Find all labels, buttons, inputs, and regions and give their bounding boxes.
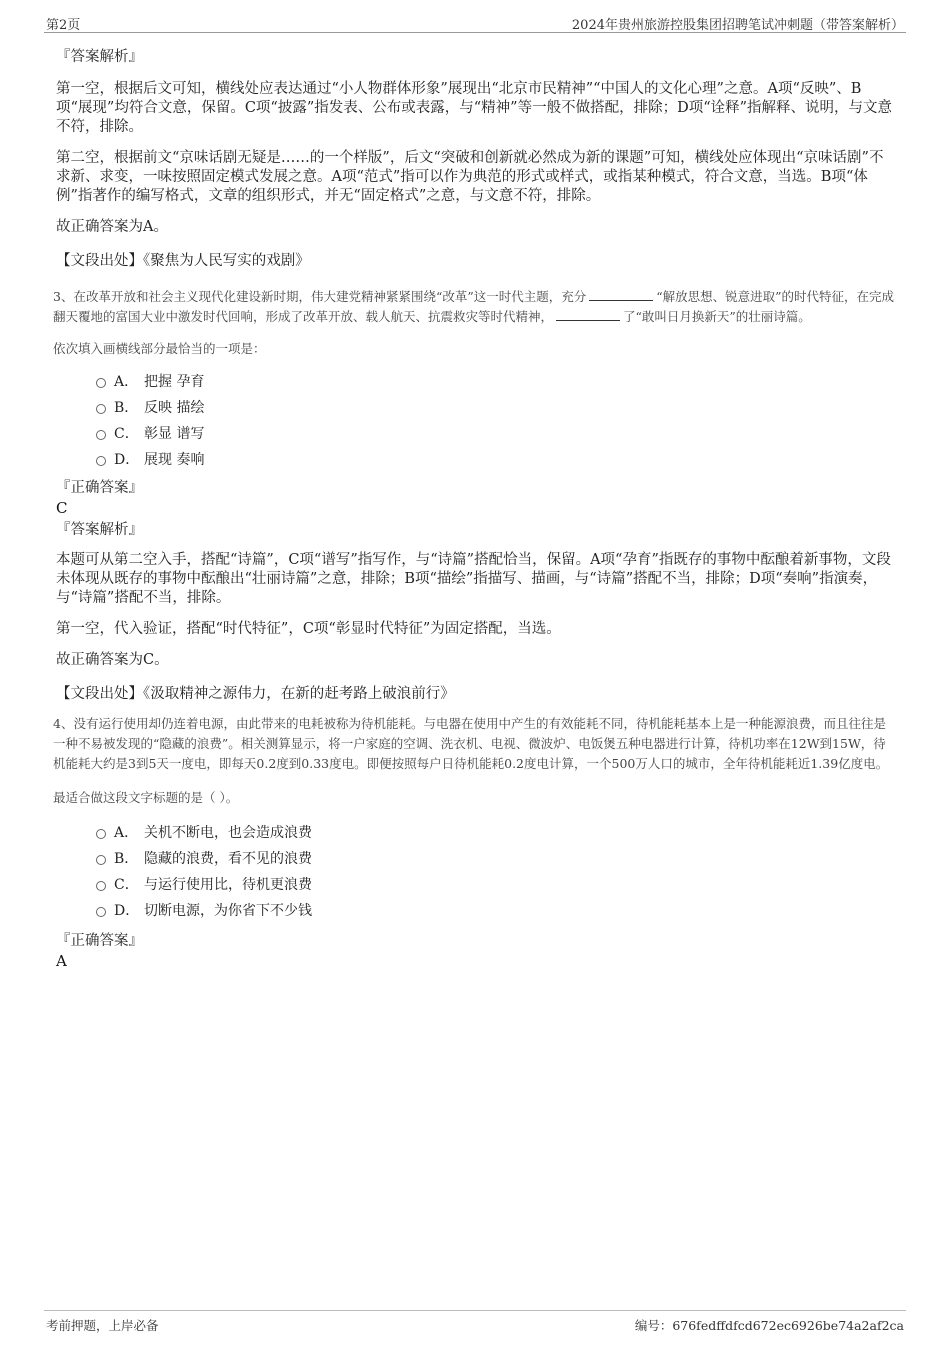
footer-slogan: 考前押题，上岸必备 <box>46 1318 159 1333</box>
conclusion: 故正确答案为A。 <box>56 219 168 235</box>
page-number: 第2页 <box>46 18 81 33</box>
radio-icon[interactable] <box>96 881 106 891</box>
document-code: 编号：676fedffdfcd672ec6926be74a2af2ca <box>634 1318 904 1333</box>
radio-icon[interactable] <box>96 907 106 917</box>
option-d[interactable]: D． 切断电源，为你省下不少钱 <box>96 898 896 924</box>
correct-answer-label: 『正确答案』 <box>56 480 143 496</box>
question-3-text: 3、在改革开放和社会主义现代化建设新时期，伟大建党精神紧紧围绕“改革”这一时代主题，充分 “解放思想、锐意进取”的时代特征，在完成翻天覆地的富国大业中激发时代回响，形成了改革开放、载人航天、抗震救灾等时代精神， 了“敢叫日月换新天”的壮丽诗篇。 <box>53 289 895 324</box>
option-d[interactable]: D． 展现 奏响 <box>96 447 896 473</box>
option-a[interactable]: A． 把握 孕育 <box>96 369 896 395</box>
correct-answer: C <box>56 499 68 517</box>
source-citation: 【文段出处】《汲取精神之源伟力，在新的赶考路上破浪前行》 <box>56 686 455 702</box>
analysis-paragraph: 本题可从第二空入手，搭配“诗篇”，C项“谱写”指写作，与“诗篇”搭配恰当，保留。A项“孕育”指既存的事物中酝酿着新事物，文段未体现从既存的事物中酝酿出“壮丽诗篇”之意，排除；B项“描绘”指描写、描画，与“诗篇”搭配不当，排除；D项“奏响”指演奏，与“诗篇”搭配不当，排除。 <box>56 552 891 606</box>
page-header <box>44 10 906 33</box>
analysis-paragraph: 第一空，根据后文可知，横线处应表达通过“小人物群体形象”展现出“北京市民精神”“中国人的文化心理”之意。A项“反映”、B项“展现”均符合文意，保留。C项“披露”指发表、公布或表露，与“精神”等一般不做搭配，排除；D项“诠释”指解释、说明，与文意不符，排除。 <box>56 81 893 135</box>
conclusion: 故正确答案为C。 <box>56 652 169 668</box>
analysis-label: 『答案解析』 <box>56 49 143 65</box>
document-title: 2024年贵州旅游控股集团招聘笔试冲刺题（带答案解析） <box>571 18 904 33</box>
option-b[interactable]: B． 反映 描绘 <box>96 395 896 421</box>
answer-blank <box>556 308 620 321</box>
radio-icon[interactable] <box>96 855 106 865</box>
radio-icon[interactable] <box>96 456 106 466</box>
radio-icon[interactable] <box>96 430 106 440</box>
option-b[interactable]: B． 隐藏的浪费，看不见的浪费 <box>96 846 896 872</box>
question-4-options <box>96 820 896 924</box>
page-footer <box>44 1310 906 1337</box>
option-c[interactable]: C． 彰显 谱写 <box>96 421 896 447</box>
analysis-paragraph: 第一空，代入验证，搭配“时代特征”，C项“彰显时代特征”为固定搭配，当选。 <box>56 621 561 637</box>
question-4-prompt: 最适合做这段文字标题的是（ ）。 <box>53 790 239 805</box>
correct-answer-label: 『正确答案』 <box>56 933 143 949</box>
question-3-options <box>96 369 896 473</box>
analysis-paragraph: 第二空，根据前文“京味话剧无疑是……的一个样版”，后文“突破和创新就必然成为新的课题”可知，横线处应体现出“京味话剧”不求新、求变，一味按照固定模式发展之意。A项“范式”指可以作为典范的形式或样式，或指某种模式，符合文意，当选。B项“体例”指著作的编写格式，文章的组织形式，并无“固定格式”之意，与文意不符，排除。 <box>56 150 884 204</box>
question-3-prompt: 依次填入画横线部分最恰当的一项是： <box>53 341 266 356</box>
radio-icon[interactable] <box>96 378 106 388</box>
option-c[interactable]: C． 与运行使用比，待机更浪费 <box>96 872 896 898</box>
source-citation: 【文段出处】《聚焦为人民写实的戏剧》 <box>56 253 310 269</box>
analysis-label: 『答案解析』 <box>56 522 143 538</box>
answer-blank <box>589 288 653 301</box>
correct-answer: A <box>56 952 67 970</box>
question-4-text: 4、没有运行使用却仍连着电源，由此带来的电耗被称为待机能耗。与电器在使用中产生的有效能耗不同，待机能耗基本上是一种能源浪费，而且往往是一种不易被发现的“隐藏的浪费”。相关测算显示，将一户家庭的空调、洗衣机、电视、微波炉、电饭煲五种电器进行计算，待机功率在12W到15W，待机能耗大约是3到5天一度电，即每天0.2度到0.33度电。即便按照每户日待机能耗0.2度电计算，一个500万人口的城市，全年待机能耗近1.39亿度电。 <box>53 716 889 771</box>
radio-icon[interactable] <box>96 829 106 839</box>
radio-icon[interactable] <box>96 404 106 414</box>
option-a[interactable]: A． 关机不断电，也会造成浪费 <box>96 820 896 846</box>
page-content <box>53 46 896 970</box>
